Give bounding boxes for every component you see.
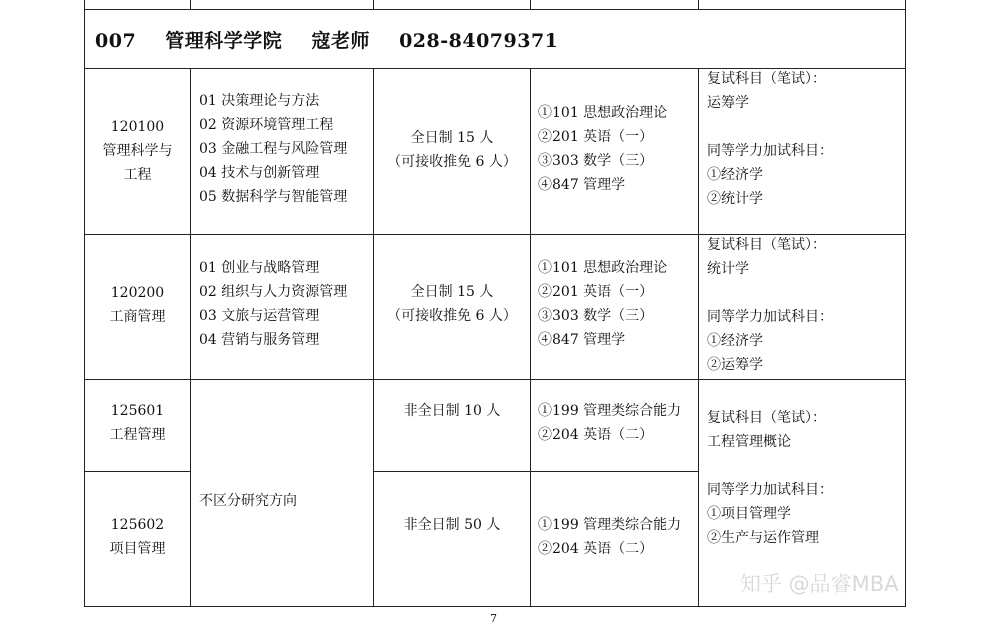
- col-line-1: [190, 68, 191, 607]
- retest-cell: [707, 67, 833, 211]
- major-code: 120200: [110, 285, 165, 301]
- major-cell: [85, 513, 190, 561]
- exam-subject: ②204 英语（二）: [538, 541, 654, 557]
- row-3-bottom-major: [84, 471, 191, 472]
- major-code: 120100: [110, 119, 165, 135]
- col-line-top-1: [190, 0, 191, 9]
- shared-retest-cell: [707, 406, 833, 550]
- enrollment-cell: [374, 126, 530, 174]
- direction-item: 03 金融工程与风险管理: [199, 141, 348, 157]
- retest-line: [707, 281, 833, 305]
- major-name-line: 项目管理: [109, 541, 166, 557]
- major-cell: [85, 115, 190, 187]
- direction-item: 01 创业与战略管理: [199, 260, 320, 276]
- direction-item: 01 决策理论与方法: [199, 93, 320, 109]
- page-number: 7: [490, 612, 497, 625]
- retest-line: ①项目管理学: [707, 506, 791, 522]
- exam-subjects-cell: [538, 101, 667, 197]
- exam-subject: ①199 管理类综合能力: [538, 403, 682, 419]
- retest-line: 复试科目（笔试）：: [707, 410, 826, 426]
- retest-line: ②生产与运作管理: [707, 530, 819, 546]
- major-name-line: 工程: [123, 167, 152, 183]
- major-code: 125602: [110, 517, 165, 533]
- enrollment-count: 全日制 15 人: [410, 130, 494, 146]
- direction-item: 03 文旅与运营管理: [199, 308, 320, 324]
- retest-line: 统计学: [707, 261, 749, 277]
- enrollment-note: （可接收推免 6 人）: [387, 308, 517, 324]
- table-right-border: [905, 0, 906, 607]
- watermark: 知乎 @品睿MBA: [740, 572, 899, 596]
- enrollment-cell: [374, 280, 530, 328]
- direction-item: 05 数据科学与智能管理: [199, 189, 348, 205]
- retest-line: [707, 454, 833, 478]
- rule-top-row-bottom: [84, 9, 906, 10]
- direction-item: 02 资源环境管理工程: [199, 117, 334, 133]
- enrollment-note: （可接收推免 6 人）: [387, 154, 517, 170]
- contact-person: 寇老师: [311, 30, 370, 52]
- exam-subject: ④847 管理学: [538, 332, 626, 348]
- exam-subject: ②204 英语（二）: [538, 427, 654, 443]
- enrollment-count: 非全日制 10 人: [403, 403, 501, 419]
- col-line-top-4: [698, 0, 699, 9]
- direction-item: 02 组织与人力资源管理: [199, 284, 348, 300]
- enrollment-cell: [374, 399, 530, 423]
- col-line-top-3: [530, 0, 531, 9]
- exam-subject: ③303 数学（三）: [538, 153, 654, 169]
- retest-line: 同等学力加试科目：: [707, 309, 833, 325]
- retest-line: 工程管理概论: [707, 434, 791, 450]
- retest-line: [707, 115, 833, 139]
- department-header: [95, 26, 558, 53]
- enrollment-count: 非全日制 50 人: [403, 517, 501, 533]
- retest-line: 复试科目（笔试）：: [707, 71, 826, 87]
- retest-line: 运筹学: [707, 95, 749, 111]
- exam-subjects-cell: [538, 256, 667, 352]
- exam-subject: ②201 英语（一）: [538, 284, 654, 300]
- major-name-line: 管理科学与: [102, 143, 173, 159]
- enrollment-count: 全日制 15 人: [410, 284, 494, 300]
- exam-subjects-cell: [538, 513, 681, 561]
- exam-subject: ③303 数学（三）: [538, 308, 654, 324]
- enrollment-cell: [374, 513, 530, 537]
- retest-cell: [707, 233, 833, 377]
- direction-item: 04 营销与服务管理: [199, 332, 320, 348]
- table-bottom: [84, 606, 906, 607]
- retest-line: ②运筹学: [707, 357, 763, 373]
- exam-subject: ①199 管理类综合能力: [538, 517, 682, 533]
- retest-line: ①经济学: [707, 333, 763, 349]
- shared-direction-cell: 不区分研究方向: [199, 493, 297, 509]
- retest-line: 同等学力加试科目：: [707, 482, 833, 498]
- retest-line: 复试科目（笔试）：: [707, 237, 826, 253]
- exam-subject: ②201 英语（一）: [538, 129, 654, 145]
- col-line-4: [698, 68, 699, 607]
- major-cell: [85, 399, 190, 447]
- exam-subject: ①101 思想政治理论: [538, 260, 668, 276]
- retest-line: ②统计学: [707, 191, 763, 207]
- row-3-bottom-mid: [373, 471, 699, 472]
- department-name: 管理科学学院: [165, 30, 283, 52]
- exam-subject: ④847 管理学: [538, 177, 626, 193]
- directions-cell: [199, 256, 347, 352]
- retest-line: ①经济学: [707, 167, 763, 183]
- exam-subject: ①101 思想政治理论: [538, 105, 668, 121]
- row-2-bottom: [84, 379, 906, 380]
- direction-item: 04 技术与创新管理: [199, 165, 320, 181]
- retest-line: 同等学力加试科目：: [707, 143, 833, 159]
- major-name-line: 工商管理: [109, 309, 166, 325]
- contact-phone: 028-84079371: [399, 30, 559, 52]
- col-line-3: [530, 68, 531, 607]
- col-line-top-2: [373, 0, 374, 9]
- major-cell: [85, 281, 190, 329]
- exam-subjects-cell: [538, 399, 681, 447]
- major-code: 125601: [110, 403, 165, 419]
- major-name-line: 工程管理: [109, 427, 166, 443]
- department-code: 007: [95, 30, 137, 52]
- directions-cell: [199, 89, 347, 209]
